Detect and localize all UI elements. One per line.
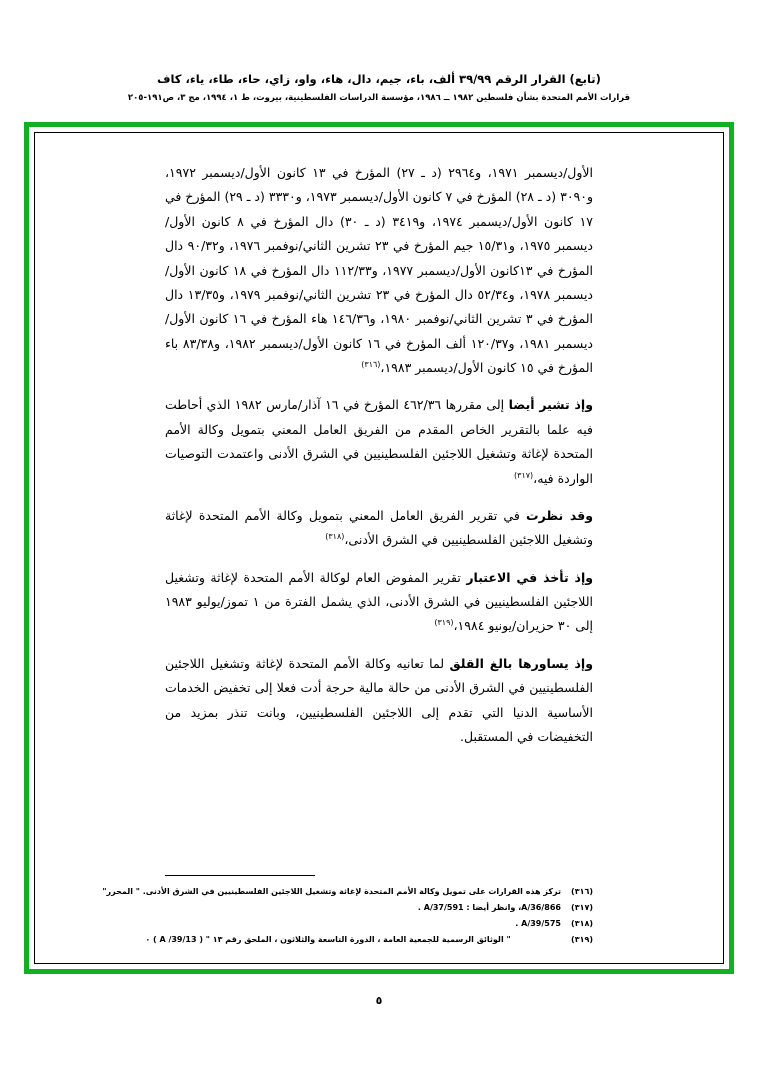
footnote-item	[95, 901, 593, 915]
footnote-marker-318: (٣١٨)	[325, 532, 345, 542]
page-header	[0, 70, 758, 106]
footnote-text: " الوثائق الرسمية للجمعية العامة ، الدورة التاسعة والثلاثون ، الملحق رقم ١٣ " ( A /39/13 ) ٠	[145, 935, 511, 944]
page-number: ٥	[375, 994, 383, 1007]
header-subtitle: قرارات الأمم المتحدة بشأن فلسطين ١٩٨٢ ــ ١٩٨٦، مؤسسة الدراسات الفلسطينية، بيروت، ط ١، ١٩٩٤، مج ٣، ص١٩١-٢٠٥	[127, 93, 631, 104]
paragraph-text-5: وإذ يساورها بالغ القلق لما تعانيه وكالة الأمم المتحدة لإغاثة وتشغيل اللاجئين الفلسطينيين في الشرق الأدنى من حالة مالية حرجة أدت فعلا إلى تخفيض الخدمات الأساسية الدنيا التي تقدم إلى اللاجئين الفلسطينيين، وبانت تنذر بمزيد من التخفيضات في المستقبل.	[165, 655, 593, 744]
paragraph-text-1: الأول/ديسمبر ١٩٧١، و٢٩٦٤ (د ـ ٢٧) المؤرخ في ١٣ كانون الأول/ديسمبر ١٩٧٢، و٣٠٩٠ (د ـ ٢٨) المؤرخ في ٧ كانون الأول/ديسمبر ١٩٧٣، و٣٣٣٠ (د ـ ٢٩) المؤرخ في ١٧ كانون الأول/ديسمبر ١٩٧٤، و٣٤١٩ (د ـ ٣٠) دال المؤرخ في ٨ كانون الأول/ديسمبر ١٩٧٥، و١٥/٣١ جيم المؤرخ في ٢٣ تشرين الثاني/نوفمبر ١٩٧٦، و٩٠/٣٢ دال المؤرخ في ١٣كانون الأول/ديسمبر ١٩٧٧، و١١٢/٣٣ دال المؤرخ في ١٨ كانون الأول/ديسمبر ١٩٧٨، و٥٢/٣٤ دال المؤرخ في ٢٣ تشرين الثاني/نوفمبر ١٩٧٩، و١٣/٣٥ دال المؤرخ في ٣ تشرين الثاني/نوفمبر ١٩٨٠، و١٤٦/٣٦ هاء المؤرخ في ١٦ كانون الأول/ديسمبر ١٩٨١، و١٢٠/٣٧ ألف المؤرخ في ١٦ كانون الأول/ديسمبر ١٩٨٢، و٨٣/٣٨ باء المؤرخ في ١٥ كانون الأول/ديسمبر ١٩٨٣،	[165, 165, 594, 375]
paragraph-text-4: وإذ تأخذ في الاعتبار تقرير المفوض العام لوكالة الأمم المتحدة لإغاثة وتشغيل اللاجئين الفلسطينيين في الشرق الأدنى، الذي يشمل الفترة من ١ تموز/يوليو ١٩٨٣ إلى ٣٠ حزيران/يونيو ١٩٨٤،	[165, 569, 594, 634]
footnote-number: (٣١٧)	[571, 903, 593, 912]
footnote-item	[95, 885, 593, 899]
footnote-marker-319: (٣١٩)	[434, 618, 454, 628]
header-title: (تابع) القرار الرقم ٣٩/٩٩ ألف، باء، جيم، دال، هاء، واو، زاي، حاء، طاء، ياء، كاف	[157, 72, 601, 86]
paragraph-recalling-decision	[165, 393, 593, 491]
footnotes-section	[95, 885, 593, 949]
green-border-frame	[24, 122, 734, 974]
footnote-item	[95, 917, 593, 931]
footnote-marker-317: (٣١٧)	[514, 470, 534, 480]
footnote-text: A/36/866، وانظر أيضا : A/37/591 .	[417, 903, 561, 912]
paragraph-lead-phrase: وإذ يساورها بالغ القلق	[449, 655, 593, 671]
paragraph-resolutions-list	[165, 161, 593, 380]
footnote-text: A/39/575 .	[515, 919, 561, 928]
document-body	[165, 161, 593, 749]
footnote-item	[95, 933, 593, 947]
paragraph-deeply-concerned	[165, 652, 593, 750]
footnote-number: (٣١٩)	[571, 935, 593, 944]
footnote-text: تركز هذه القرارات على تمويل وكالة الأمم المتحدة لإغاثة وتشغيل اللاجئين الفلسطينيين في الشرق الأدنى. " المحرر"	[102, 887, 561, 896]
footnote-separator	[165, 875, 315, 876]
footnote-number: (٣١٨)	[571, 919, 593, 928]
paragraph-having-considered	[165, 504, 593, 553]
paragraph-lead-phrase: وقد نظرت	[526, 507, 593, 523]
inner-border-frame	[34, 132, 724, 964]
footnote-number: (٣١٦)	[571, 887, 593, 896]
paragraph-text-3: وقد نظرت في تقرير الفريق العامل المعني بتمويل وكالة الأمم المتحدة لإغاثة وتشغيل اللاجئين الفلسطينيين في الشرق الأدنى،	[165, 507, 593, 548]
paragraph-lead-phrase: وإذ تشير أيضا	[508, 397, 593, 413]
paragraph-text-2: وإذ تشير أيضا إلى مقررها ٤٦٢/٣٦ المؤرخ في ١٦ آذار/مارس ١٩٨٢ الذي أحاطت فيه علما بالتقرير الخاص المقدم من الفريق العامل المعني بتمويل وكالة الأمم المتحدة لإغاثة وتشغيل اللاجئين الفلسطينيين في الشرق الأدنى واعتمدت التوصيات الواردة فيه،	[165, 397, 593, 486]
footnote-marker-316: (٣١٦)	[361, 359, 381, 369]
paragraph-taking-into-account	[165, 566, 593, 639]
paragraph-lead-phrase: وإذ تأخذ في الاعتبار	[466, 569, 594, 585]
